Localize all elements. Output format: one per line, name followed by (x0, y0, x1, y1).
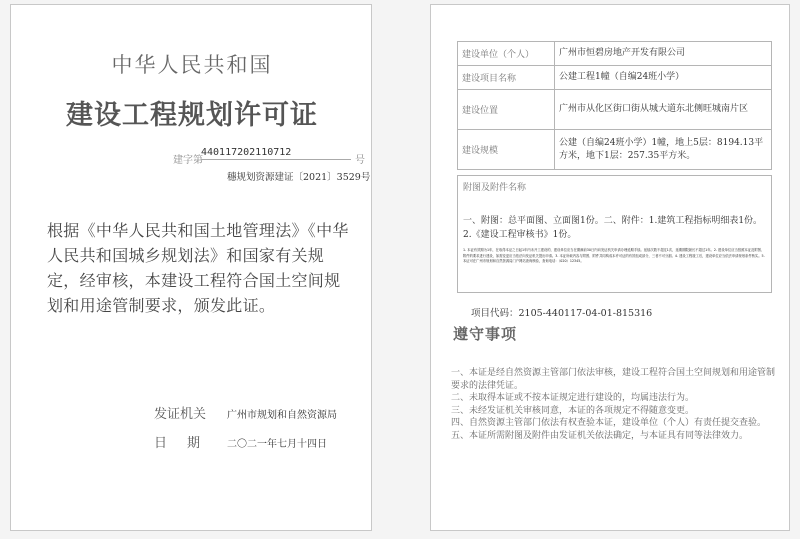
notice-title: 遵守事项 (453, 325, 518, 343)
row-key: 建设单位（个人） (458, 42, 555, 66)
row-key: 建设位置 (458, 90, 555, 130)
row-value: 广州市恒碧房地产开发有限公司 (555, 42, 772, 66)
project-code: 项目代码：2105-440117-04-01-815316 (471, 308, 653, 319)
table-row (458, 66, 772, 90)
row-key: 建设规模 (458, 130, 555, 170)
list-item: 五、本证所需附图及附件由发证机关依法确定，与本证具有同等法律效力。 (451, 430, 749, 441)
permit-back-page (430, 4, 790, 531)
attachments-box (457, 175, 772, 293)
permit-code: 穗规划资源建证〔2021〕3529号 (227, 172, 371, 183)
attachments-text: 一、附图：总平面图、立面图1份。二、附件：1.建筑工程指标明细表1份。2.《建设工程审核书》1份。 (463, 216, 763, 240)
table-row (458, 90, 772, 130)
issuer-value: 广州市规划和自然资源局 (227, 410, 337, 421)
list-item: 一、本证是经自然资源主管部门依法审核，建设工程符合国土空间规划和用途管制要求的法律凭证。 (451, 368, 776, 391)
permit-title: 建设工程规划许可证 (66, 100, 318, 131)
row-key: 建设项目名称 (458, 66, 555, 90)
date-label: 日期 (154, 436, 221, 451)
row-value: 公建（自编24班小学）1幢，地上5层：8194.13平方米，地下1层：257.35平方米。 (555, 130, 772, 170)
permit-number-suffix: 号 (355, 155, 365, 166)
project-info-table (457, 41, 772, 170)
issuer-label: 发证机关 (154, 407, 207, 422)
legal-basis-text: 根据《中华人民共和国土地管理法》《中华人民共和国城乡规划法》和国家有关规定，经审核，本建设工程符合国土空间规划和用途管制要求，颁发此证。 (47, 221, 349, 315)
notice-list (451, 367, 783, 442)
permit-number: 440117202110712 (201, 147, 351, 160)
list-item: 三、未经发证机关审核同意，本证的各项规定不得随意变更。 (451, 405, 695, 416)
attachments-title: 附图及附件名称 (463, 183, 527, 193)
table-row (458, 130, 772, 170)
list-item: 四、自然资源主管部门依法有权查验本证，建设单位（个人）有责任提交查验。 (451, 418, 767, 428)
row-value: 公建工程1幢（自编24班小学） (555, 66, 772, 90)
fine-print: 1. 本证有效期为1年，在取得本证之日起1年内未开工建设的，建设单位应当在期满前30日内向发证机关申请办理延期手续。延续次数不超过1次，延期期限最长不超过1年。2. 建设单位应当按照本证及附图、附件的要求进行建设，如需变更应当依法向发证机关提出申请。3. 本证所载内容与附图、附件共同构成本许可证的有效组成部分，三者不可分割。4. 建设工程竣工后，建设单位应当依法申请规划条件核实。5. 本证可在广州市规划和自然资源局门户网站查询核验，查询电话：（020）12345。 (463, 248, 765, 264)
date-value: 二〇二一年七月十四日 (227, 439, 327, 450)
permit-front-page (10, 4, 372, 531)
permit-number-label: 建字第 (173, 155, 203, 166)
row-value: 广州市从化区街口街从城大道东北侧旺城南片区 (555, 90, 772, 130)
country-heading: 中华人民共和国 (111, 53, 273, 77)
table-row (458, 42, 772, 66)
list-item: 二、未取得本证或不按本证规定进行建设的，均属违法行为。 (451, 393, 695, 403)
